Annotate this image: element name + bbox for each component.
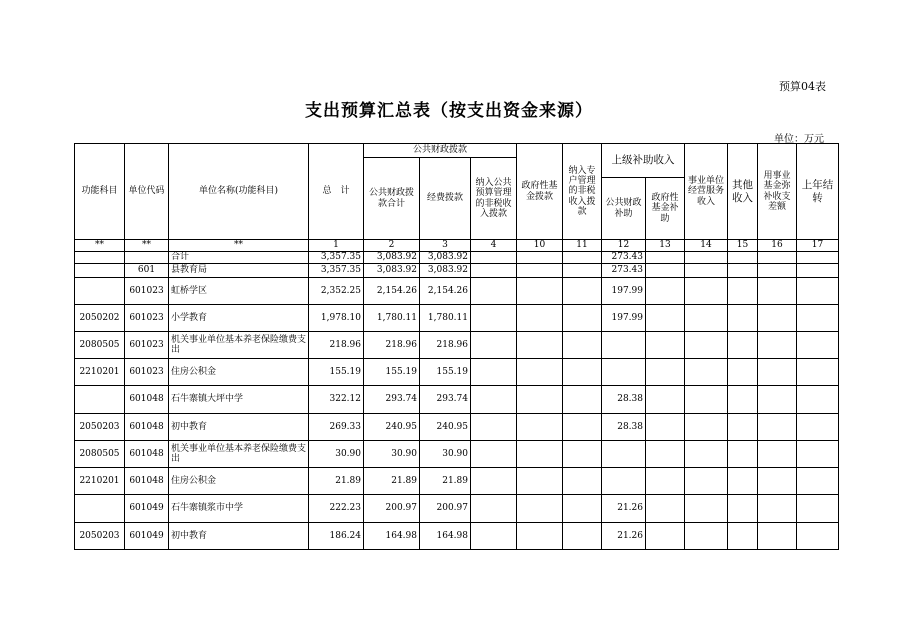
- func-code-cell: [75, 264, 125, 278]
- table-row: [75, 523, 839, 550]
- unit-name-cell: 合计: [169, 252, 309, 264]
- func-code-cell: [75, 386, 125, 414]
- header-public-finance-total: 公共财政拨款合计: [364, 158, 420, 240]
- subsidy-cell: 273.43: [602, 252, 646, 264]
- funds-cell: 164.98: [420, 523, 471, 550]
- funds-cell: 200.97: [420, 495, 471, 523]
- funds-cell: 3,083.92: [420, 264, 471, 278]
- subsidy-cell: 28.38: [602, 414, 646, 441]
- func-code-cell: 2080505: [75, 441, 125, 468]
- unit-code-cell: 601023: [125, 278, 169, 305]
- pf-total-cell: 293.74: [364, 386, 420, 414]
- header-operating-funds: 经费拨款: [420, 158, 471, 240]
- index-cell: 15: [728, 240, 758, 252]
- func-code-cell: 2050203: [75, 414, 125, 441]
- func-code-cell: 2210201: [75, 359, 125, 386]
- header-fund-balance: 用事业基金弥补收支差额: [758, 144, 797, 240]
- unit-code-cell: 601048: [125, 386, 169, 414]
- total-cell: 322.12: [309, 386, 364, 414]
- pf-total-cell: 21.89: [364, 468, 420, 495]
- unit-name-cell: 住房公积金: [169, 468, 309, 495]
- unit-name-cell: 初中教育: [169, 414, 309, 441]
- subsidy-cell: 197.99: [602, 278, 646, 305]
- index-cell: **: [169, 240, 309, 252]
- pf-total-cell: 200.97: [364, 495, 420, 523]
- table-row: [75, 359, 839, 386]
- unit-name-cell: 初中教育: [169, 523, 309, 550]
- subsidy-cell: [602, 468, 646, 495]
- pf-total-cell: 3,083.92: [364, 264, 420, 278]
- unit-name-cell: 县教育局: [169, 264, 309, 278]
- table-row: [75, 278, 839, 305]
- unit-name-cell: 石牛寨镇浆市中学: [169, 495, 309, 523]
- header-nontax-in-budget: 纳入公共预算管理的非税收入拨款: [471, 158, 517, 240]
- index-cell: **: [125, 240, 169, 252]
- total-cell: 2,352.25: [309, 278, 364, 305]
- header-unit-name: 单位名称(功能科目): [169, 144, 309, 240]
- page-title: 支出预算汇总表（按支出资金来源）: [305, 101, 593, 121]
- subsidy-cell: 28.38: [602, 386, 646, 414]
- unit-code-cell: [125, 252, 169, 264]
- unit-code-cell: 601049: [125, 495, 169, 523]
- subsidy-cell: 21.26: [602, 495, 646, 523]
- subsidy-cell: [602, 332, 646, 359]
- index-cell: 4: [471, 240, 517, 252]
- pf-total-cell: 164.98: [364, 523, 420, 550]
- header-func-code: 功能科目: [75, 144, 125, 240]
- header-business-income: 事业单位经营服务收入: [685, 144, 728, 240]
- unit-code-cell: 601048: [125, 414, 169, 441]
- unit-code-cell: 601048: [125, 441, 169, 468]
- func-code-cell: [75, 278, 125, 305]
- table-row: [75, 386, 839, 414]
- subsidy-cell: 197.99: [602, 305, 646, 332]
- index-cell: 11: [563, 240, 602, 252]
- funds-cell: 293.74: [420, 386, 471, 414]
- unit-code-cell: 601048: [125, 468, 169, 495]
- unit-code-cell: 601049: [125, 523, 169, 550]
- funds-cell: 30.90: [420, 441, 471, 468]
- unit-name-cell: 机关事业单位基本养老保险缴费支出: [169, 332, 309, 359]
- pf-total-cell: 3,083.92: [364, 252, 420, 264]
- total-cell: 21.89: [309, 468, 364, 495]
- total-cell: 222.23: [309, 495, 364, 523]
- table-row: [75, 414, 839, 441]
- subsidy-cell: 273.43: [602, 264, 646, 278]
- table-row: [75, 252, 839, 264]
- index-cell: 14: [685, 240, 728, 252]
- total-cell: 30.90: [309, 441, 364, 468]
- index-cell: 13: [646, 240, 685, 252]
- total-cell: 218.96: [309, 332, 364, 359]
- table-row: [75, 332, 839, 359]
- index-cell: 17: [797, 240, 839, 252]
- unit-name-cell: 虹桥学区: [169, 278, 309, 305]
- func-code-cell: [75, 495, 125, 523]
- unit-name-cell: 小学教育: [169, 305, 309, 332]
- index-cell: 2: [364, 240, 420, 252]
- funds-cell: 240.95: [420, 414, 471, 441]
- func-code-cell: 2050202: [75, 305, 125, 332]
- funds-cell: 1,780.11: [420, 305, 471, 332]
- table-row: [75, 305, 839, 332]
- subsidy-cell: 21.26: [602, 523, 646, 550]
- index-cell: 3: [420, 240, 471, 252]
- func-code-cell: [75, 252, 125, 264]
- table-row: [75, 441, 839, 468]
- header-gov-fund-subsidy: 政府性基金补助: [646, 178, 685, 240]
- index-cell: **: [75, 240, 125, 252]
- unit-code-cell: 601: [125, 264, 169, 278]
- index-cell: 12: [602, 240, 646, 252]
- header-nontax-special: 纳入专户管理的非税收入拨款: [563, 144, 602, 240]
- header-gov-fund: 政府性基金拨款: [517, 144, 563, 240]
- header-other-income: 其他收入: [728, 144, 758, 240]
- index-row: [75, 240, 839, 252]
- unit-label: 单位：万元: [774, 134, 824, 145]
- funds-cell: 218.96: [420, 332, 471, 359]
- total-cell: 1,978.10: [309, 305, 364, 332]
- funds-cell: 21.89: [420, 468, 471, 495]
- unit-name-cell: 石牛寨镇大坪中学: [169, 386, 309, 414]
- subsidy-cell: [602, 441, 646, 468]
- pf-total-cell: 218.96: [364, 332, 420, 359]
- index-cell: 16: [758, 240, 797, 252]
- header-total: 总 计: [309, 144, 364, 240]
- funds-cell: 2,154.26: [420, 278, 471, 305]
- funds-cell: 155.19: [420, 359, 471, 386]
- header-superior-subsidy: 上级补助收入: [602, 144, 685, 178]
- unit-code-cell: 601023: [125, 332, 169, 359]
- header-public-finance: 公共财政拨款: [364, 144, 517, 158]
- pf-total-cell: 30.90: [364, 441, 420, 468]
- total-cell: 3,357.35: [309, 252, 364, 264]
- header-unit-code: 单位代码: [125, 144, 169, 240]
- header-carryover: 上年结转: [797, 144, 839, 240]
- total-cell: 186.24: [309, 523, 364, 550]
- unit-name-cell: 住房公积金: [169, 359, 309, 386]
- index-cell: 10: [517, 240, 563, 252]
- funds-cell: 3,083.92: [420, 252, 471, 264]
- unit-code-cell: 601023: [125, 359, 169, 386]
- unit-code-cell: 601023: [125, 305, 169, 332]
- subsidy-cell: [602, 359, 646, 386]
- func-code-cell: 2050203: [75, 523, 125, 550]
- unit-name-cell: 机关事业单位基本养老保险缴费支出: [169, 441, 309, 468]
- func-code-cell: 2080505: [75, 332, 125, 359]
- pf-total-cell: 155.19: [364, 359, 420, 386]
- pf-total-cell: 1,780.11: [364, 305, 420, 332]
- total-cell: 3,357.35: [309, 264, 364, 278]
- budget-table: [74, 143, 839, 550]
- form-number: 预算04表: [779, 80, 826, 93]
- pf-total-cell: 2,154.26: [364, 278, 420, 305]
- table-row: [75, 495, 839, 523]
- pf-total-cell: 240.95: [364, 414, 420, 441]
- func-code-cell: 2210201: [75, 468, 125, 495]
- table-row: [75, 468, 839, 495]
- total-cell: 269.33: [309, 414, 364, 441]
- index-cell: 1: [309, 240, 364, 252]
- total-cell: 155.19: [309, 359, 364, 386]
- table-row: [75, 264, 839, 278]
- header-public-finance-subsidy: 公共财政补助: [602, 178, 646, 240]
